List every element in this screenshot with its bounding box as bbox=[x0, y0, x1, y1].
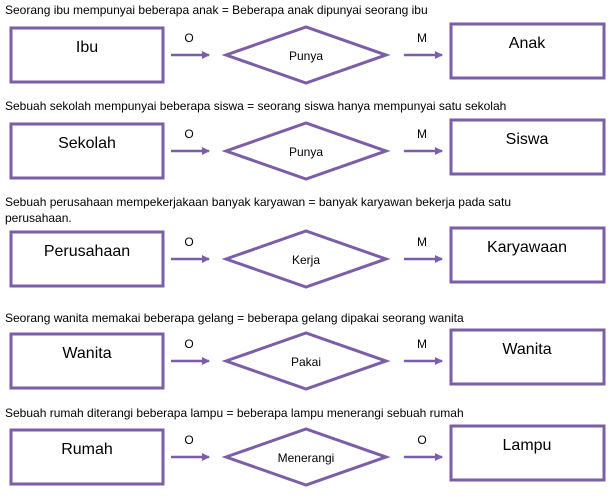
entity-label-right: Anak bbox=[508, 35, 546, 52]
entity-label-left: Ibu bbox=[75, 39, 99, 56]
relationship-label: Menerangi bbox=[277, 451, 335, 465]
cardinality-left: O bbox=[184, 127, 194, 141]
entity-label-right: Wanita bbox=[502, 341, 552, 358]
entity-label-right: Lampu bbox=[502, 437, 552, 454]
row-1-sentence: Seorang ibu mempunyai beberapa anak = Beberapa anak dipunyai seorang ibu bbox=[5, 3, 428, 17]
entity-label-left: Wanita bbox=[62, 345, 112, 362]
row-2 bbox=[11, 120, 604, 179]
cardinality-right: M bbox=[417, 337, 427, 351]
relationship-label: Punya bbox=[288, 145, 324, 159]
row-5 bbox=[11, 426, 604, 485]
cardinality-right: M bbox=[417, 235, 427, 249]
row-4 bbox=[11, 330, 604, 389]
row-5-sentence: Sebuah rumah diterangi beberapa lampu = beberapa lampu menerangi sebuah rumah bbox=[5, 406, 464, 420]
cardinality-right: M bbox=[417, 127, 427, 141]
relationship-label: Kerja bbox=[291, 253, 321, 267]
cardinality-right: O bbox=[417, 433, 427, 447]
row-2-sentence: Sebuah sekolah mempunyai beberapa siswa = seorang siswa hanya mempunyai satu sekolah bbox=[5, 99, 507, 113]
entity-label-right: Siswa bbox=[505, 131, 549, 148]
cardinality-left: O bbox=[184, 337, 194, 351]
cardinality-right: M bbox=[417, 31, 427, 45]
entity-label-left: Sekolah bbox=[58, 135, 116, 152]
row-1 bbox=[11, 24, 604, 83]
entity-label-right: Karyawaan bbox=[486, 239, 568, 256]
relationship-label: Punya bbox=[288, 49, 324, 63]
cardinality-left: O bbox=[184, 235, 194, 249]
cardinality-left: O bbox=[184, 31, 194, 45]
entity-label-left: Perusahaan bbox=[43, 243, 131, 260]
entity-label-left: Rumah bbox=[61, 441, 113, 458]
row-3-sentence: Sebuah perusahaan mempekerjakaan banyak karyawan = banyak karyawan bekerja pada satu perusahaan. bbox=[5, 195, 511, 225]
row-3 bbox=[11, 228, 604, 287]
relationship-label: Pakai bbox=[290, 355, 322, 369]
cardinality-left: O bbox=[184, 433, 194, 447]
row-4-sentence: Seorang wanita memakai beberapa gelang = beberapa gelang dipakai seorang wanita bbox=[5, 311, 464, 325]
